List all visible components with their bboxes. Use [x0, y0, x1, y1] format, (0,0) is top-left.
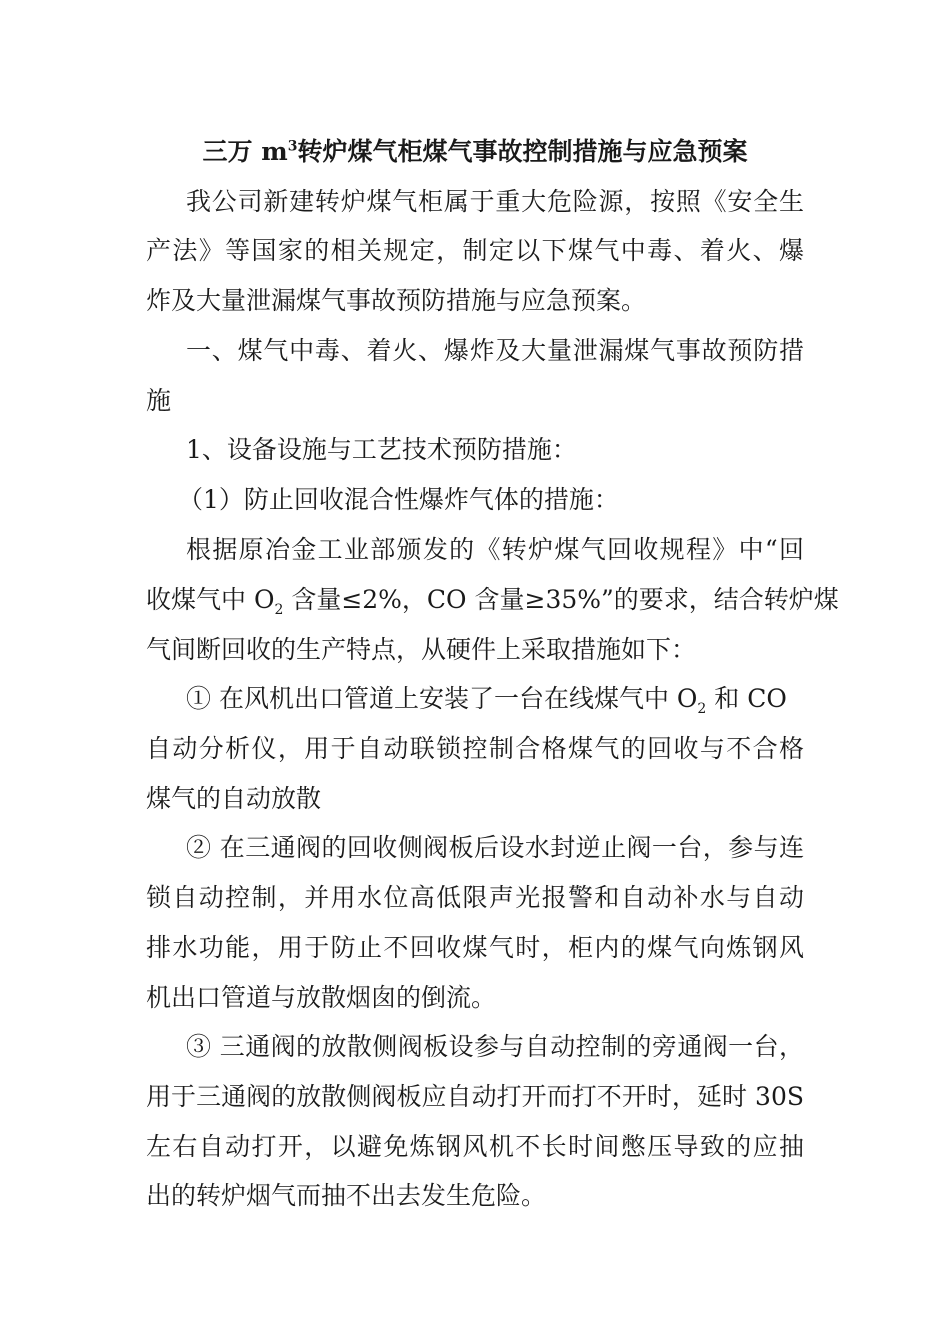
section-heading-1-line-1: 一、煤气中毒、着火、爆炸及大量泄漏煤气事故预防措: [186, 336, 804, 365]
document-title: 三万 $m^3$转炉煤气柜煤气事故控制措施与应急预案: [202, 137, 748, 166]
requirement-paragraph-line-3: 气间断回收的生产特点，从硬件上采取措施如下：: [146, 635, 697, 664]
section-heading-1-line-2: 施: [146, 386, 172, 415]
item-2-line-1: ② 在三通阀的回收侧阀板后设水封逆止阀一台，参与连: [186, 833, 804, 862]
item-3-line-1: ③ 三通阀的放散侧阀板设参与自动控制的旁通阀一台，: [186, 1032, 804, 1061]
item-3-line-2: 用于三通阀的放散侧阀板应自动打开而打不开时，延时 30S: [146, 1082, 804, 1111]
section-heading-2: 1、设备设施与工艺技术预防措施：: [186, 435, 577, 464]
item-1-line-3: 煤气的自动放散: [146, 784, 322, 813]
item-2-line-3: 排水功能，用于防止不回收煤气时，柜内的煤气向炼钢风: [146, 933, 804, 962]
section-heading-3: （1）防止回收混合性爆炸气体的措施：: [178, 485, 619, 514]
item-2-line-4: 机出口管道与放散烟囱的倒流。: [146, 983, 497, 1012]
requirement-paragraph-line-1: 根据原冶金工业部颁发的《转炉煤气回收规程》中“回: [186, 535, 804, 564]
item-1-line-1: ① 在风机出口管道上安装了一台在线煤气中 $O_2$ 和 CO: [186, 684, 787, 717]
requirement-paragraph-line-2: 收煤气中 $O_2$ 含量≤2%，CO 含量≥35%”的要求，结合转炉煤: [146, 585, 839, 618]
superscript-3: 3: [287, 138, 298, 155]
item-3-line-3: 左右自动打开，以避免炼钢风机不长时间憋压导致的应抽: [146, 1132, 804, 1161]
intro-paragraph-line-3: 炸及大量泄漏煤气事故预防措施与应急预案。: [146, 286, 647, 315]
intro-paragraph-line-2: 产法》等国家的相关规定，制定以下煤气中毒、着火、爆: [146, 236, 804, 265]
intro-paragraph-line-1: 我公司新建转炉煤气柜属于重大危险源，按照《安全生: [186, 187, 804, 216]
item-3-line-4: 出的转炉烟气而抽不出去发生危险。: [146, 1181, 547, 1210]
item-2-line-2: 锁自动控制，并用水位高低限声光报警和自动补水与自动: [146, 883, 804, 912]
item-1-line-2: 自动分析仪，用于自动联锁控制合格煤气的回收与不合格: [146, 734, 804, 763]
